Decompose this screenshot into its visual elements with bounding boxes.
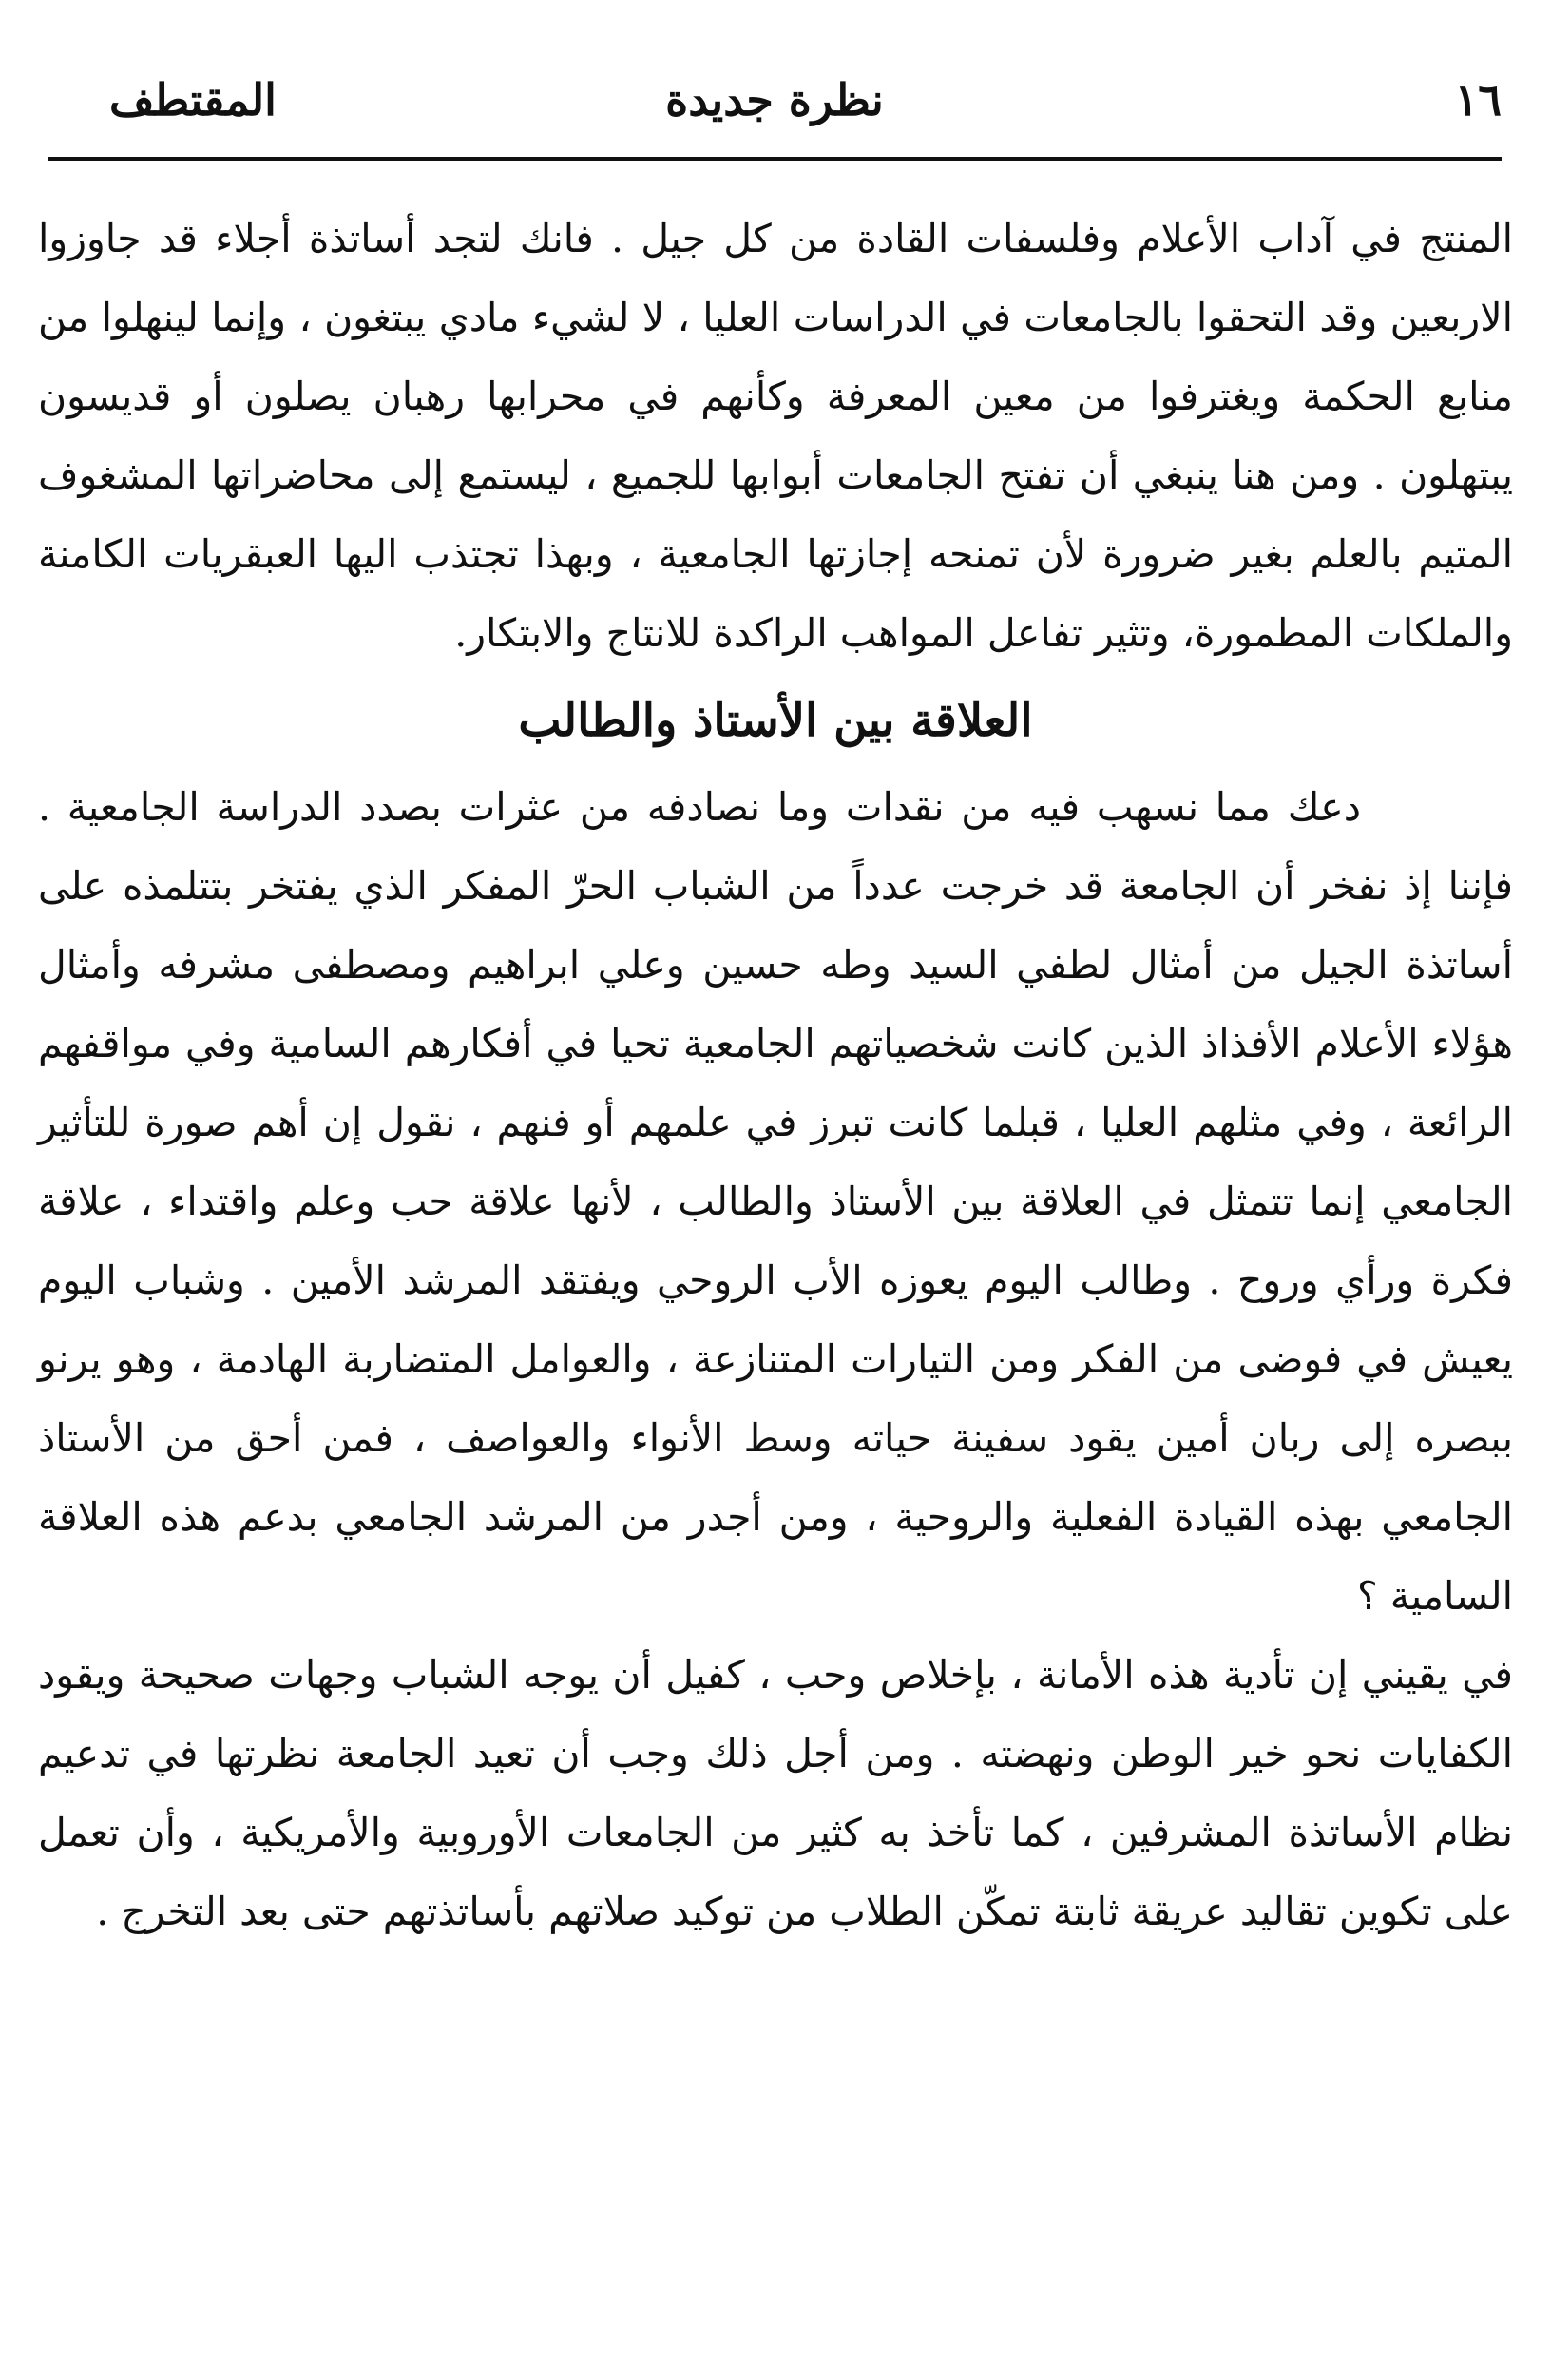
paragraph-continuation: المنتج في آداب الأعلام وفلسفات القادة من كل جيل . فانك لتجد أساتذة أجلاء قد جاوزوا الاربعين وقد التحقوا بالجامعات في الدراسات العليا ، لا لشيء مادي يبتغون ، وإنما لينهلوا من منابع الحكمة ويغترفوا من معين المعرفة وكأنهم في محرابها رهبان يصلون أو قديسون يبتهلون . ومن هنا ينبغي أن تفتح الجامعات أبوابها للجميع ، ليستمع إلى محاضراتها المشغوف المتيم بالعلم بغير ضرورة لأن تمنحه إجازتها الجامعية ، وبهذا تجتذب اليها العبقريات الكامنة والملكات المطمورة، وتثير تفاعل المواهب الراكدة للانتاج والابتكار. [38, 216, 1513, 656]
section-heading: العلاقة بين الأستاذ والطالب [518, 694, 1033, 747]
paragraph-conclusion: في يقيني إن تأدية هذه الأمانة ، بإخلاص وحب ، كفيل أن يوجه الشباب وجهات صحيحة ويقود الكفايات نحو خير الوطن ونهضته . ومن أجل ذلك وجب أن تعيد الجامعة نظرتها في تدعيم نظام الأساتذة المشرفين ، كما تأخذ به كثير من الجامعات الأوروبية والأمريكية ، وأن تعمل على تكوين تقاليد عريقة ثابتة تمكّن الطلاب من توكيد صلاتهم بأساتذتهم حتى بعد التخرج . [38, 1652, 1513, 1934]
journal-name: المقتطف [109, 74, 277, 125]
article-body [38, 200, 1513, 1951]
page-number: ١٦ [1454, 74, 1502, 125]
header-rule [48, 157, 1502, 161]
running-header [48, 74, 1502, 141]
paragraph-relationship: دعك مما نسهب فيه من نقدات وما نصادفه من عثرات بصدد الدراسة الجامعية . فإننا إذ نفخر أن الجامعة قد خرجت عدداً من الشباب الحرّ المفكر الذي يفتخر بتتلمذه على أساتذة الجيل من أمثال لطفي السيد وطه حسين وعلي ابراهيم ومصطفى مشرفه وأمثال هؤلاء الأعلام الأفذاذ الذين كانت شخصياتهم الجامعية تحيا في أفكارهم السامية وفي مواقفهم الرائعة ، وفي مثلهم العليا ، قبلما كانت تبرز في علمهم أو فنهم ، نقول إن أهم صورة للتأثير الجامعي إنما تتمثل في العلاقة بين الأستاذ والطالب ، لأنها علاقة حب وعلم واقتداء ، علاقة فكرة ورأي وروح . وطالب اليوم يعوزه الأب الروحي ويفتقد المرشد الأمين . وشباب اليوم يعيش في فوضى من الفكر ومن التيارات المتنازعة ، والعوامل المتضاربة الهادمة ، وهو يرنو ببصره إلى ربان أمين يقود سفينة حياته وسط الأنواء والعواصف ، فمن أحق من الأستاذ الجامعي بهذه القيادة الفعلية والروحية ، ومن أجدر من المرشد الجامعي بدعم هذه العلاقة السامية ؟ [38, 784, 1513, 1619]
running-title: نظرة جديدة [665, 74, 884, 125]
